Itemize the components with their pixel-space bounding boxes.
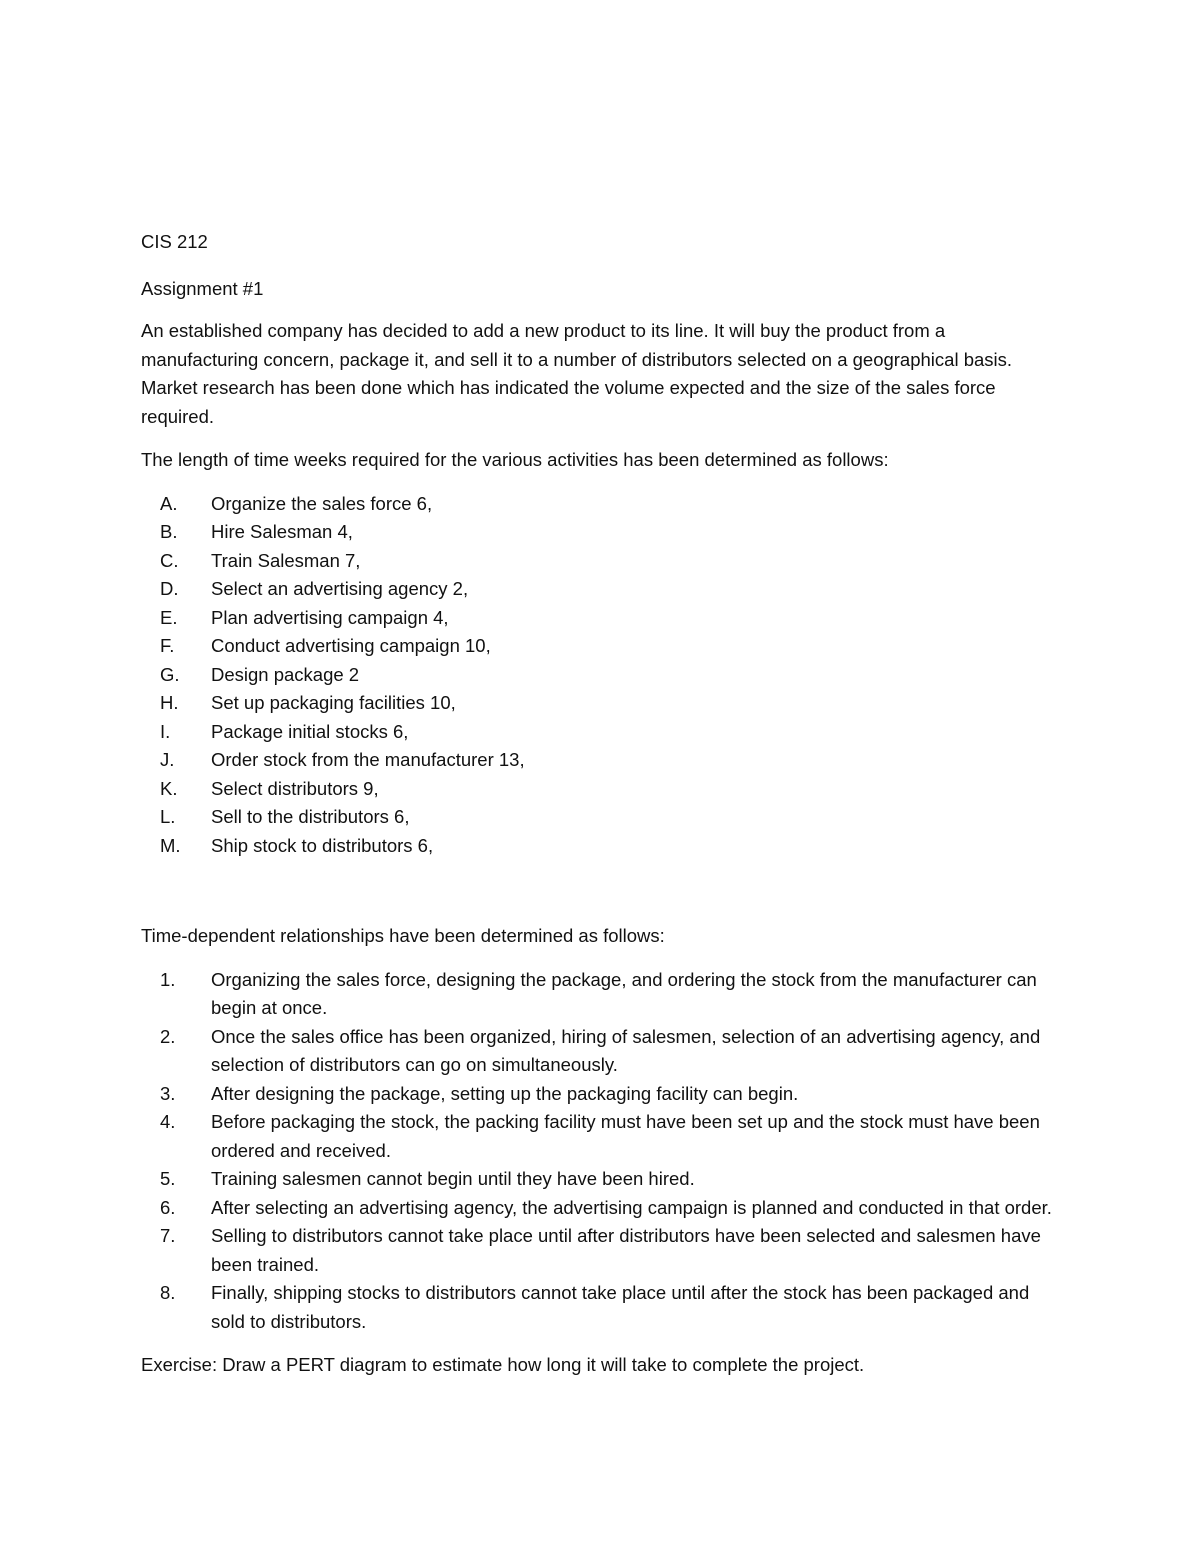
activity-item (141, 604, 1061, 633)
relationship-item (141, 1279, 1061, 1336)
relationship-item (141, 1108, 1061, 1165)
relationship-text: Finally, shipping stocks to distributors cannot take place until after the stock has been packaged and sold to distributors. (211, 1282, 1030, 1332)
relationship-text: Training salesmen cannot begin until they have been hired. (211, 1168, 695, 1189)
activity-item (141, 775, 1061, 804)
relationship-item (141, 1165, 1061, 1194)
list-marker: 4. (160, 1111, 176, 1132)
activity-text: Hire Salesman 4, (211, 521, 353, 542)
activity-item (141, 746, 1061, 775)
activity-text: Conduct advertising campaign 10, (211, 635, 491, 656)
relationship-item (141, 1023, 1061, 1080)
activity-item (141, 547, 1061, 576)
relationship-text: After designing the package, setting up the packaging facility can begin. (211, 1082, 799, 1104)
course-code: CIS 212 (141, 231, 208, 252)
activity-item (141, 832, 1061, 861)
list-marker: 3. (160, 1082, 176, 1104)
relationship-text: Once the sales office has been organized, hiring of salesmen, selection of an advertising agency, and selection of distributors can go on simultaneously. (211, 1025, 1041, 1075)
relationships-list (141, 966, 1061, 1337)
list-marker: E. (160, 606, 178, 628)
activity-item (141, 689, 1061, 718)
list-marker: C. (160, 549, 179, 571)
list-marker: 5. (160, 1168, 176, 1189)
activity-text: Sell to the distributors 6, (211, 806, 410, 827)
activity-text: Ship stock to distributors 6, (211, 834, 434, 856)
relationship-item (141, 1080, 1061, 1109)
activity-text: Train Salesman 7, (211, 549, 361, 571)
list-marker: G. (160, 663, 180, 685)
list-marker: J. (160, 749, 175, 770)
list-marker: H. (160, 692, 179, 713)
relationship-text: After selecting an advertising agency, the advertising campaign is planned and conducted in that order. (211, 1196, 1052, 1218)
relationship-item (141, 1194, 1061, 1223)
list-marker: 2. (160, 1025, 176, 1047)
activity-text: Design package 2 (211, 663, 360, 685)
relationship-item (141, 966, 1061, 1023)
activity-item (141, 632, 1061, 661)
document-page (141, 228, 1061, 1380)
list-marker: K. (160, 777, 178, 799)
list-marker: B. (160, 521, 178, 542)
list-marker: 6. (160, 1196, 176, 1218)
activity-text: Plan advertising campaign 4, (211, 606, 449, 628)
activity-text: Select distributors 9, (211, 777, 379, 799)
relationship-text: Selling to distributors cannot take place until after distributors have been selected and salesmen have been trained. (211, 1225, 1041, 1275)
relationship-text: Before packaging the stock, the packing facility must have been set up and the stock must have been ordered and received. (211, 1111, 1040, 1161)
activity-item (141, 518, 1061, 547)
list-marker: 7. (160, 1225, 176, 1246)
activity-text: Set up packaging facilities 10, (211, 692, 456, 713)
activity-text: Select an advertising agency 2, (211, 578, 469, 599)
list-marker: L. (160, 806, 176, 827)
activity-item (141, 718, 1061, 747)
activity-text: Organize the sales force 6, (211, 492, 433, 514)
activity-item (141, 803, 1061, 832)
relationships-lead: Time-dependent relationships have been determined as follows: (141, 925, 665, 946)
list-marker: A. (160, 492, 178, 514)
activities-list (141, 490, 1061, 861)
assignment-title: Assignment #1 (141, 277, 264, 299)
list-marker: D. (160, 578, 179, 599)
list-marker: I. (160, 720, 171, 742)
activity-item (141, 490, 1061, 519)
intro-paragraph: An established company has decided to add a new product to its line. It will buy the product from a manufacturing concern, package it, and sell it to a number of distributors selected on a geographical basis. Market research has been done which has indicated the volume expected and the size of the sales force required. (141, 320, 1013, 427)
relationship-text: Organizing the sales force, designing the package, and ordering the stock from the manufacturer can begin at once. (211, 968, 1037, 1018)
list-marker: F. (160, 635, 175, 656)
exercise-instruction: Exercise: Draw a PERT diagram to estimate how long it will take to complete the project. (141, 1354, 865, 1375)
list-marker: M. (160, 834, 181, 856)
activity-text: Package initial stocks 6, (211, 720, 409, 742)
activities-lead: The length of time weeks required for the various activities has been determined as follows: (141, 449, 889, 470)
relationship-item (141, 1222, 1061, 1279)
activity-item (141, 575, 1061, 604)
list-marker: 1. (160, 968, 176, 990)
list-marker: 8. (160, 1282, 176, 1303)
activity-item (141, 661, 1061, 690)
activity-text: Order stock from the manufacturer 13, (211, 749, 525, 770)
